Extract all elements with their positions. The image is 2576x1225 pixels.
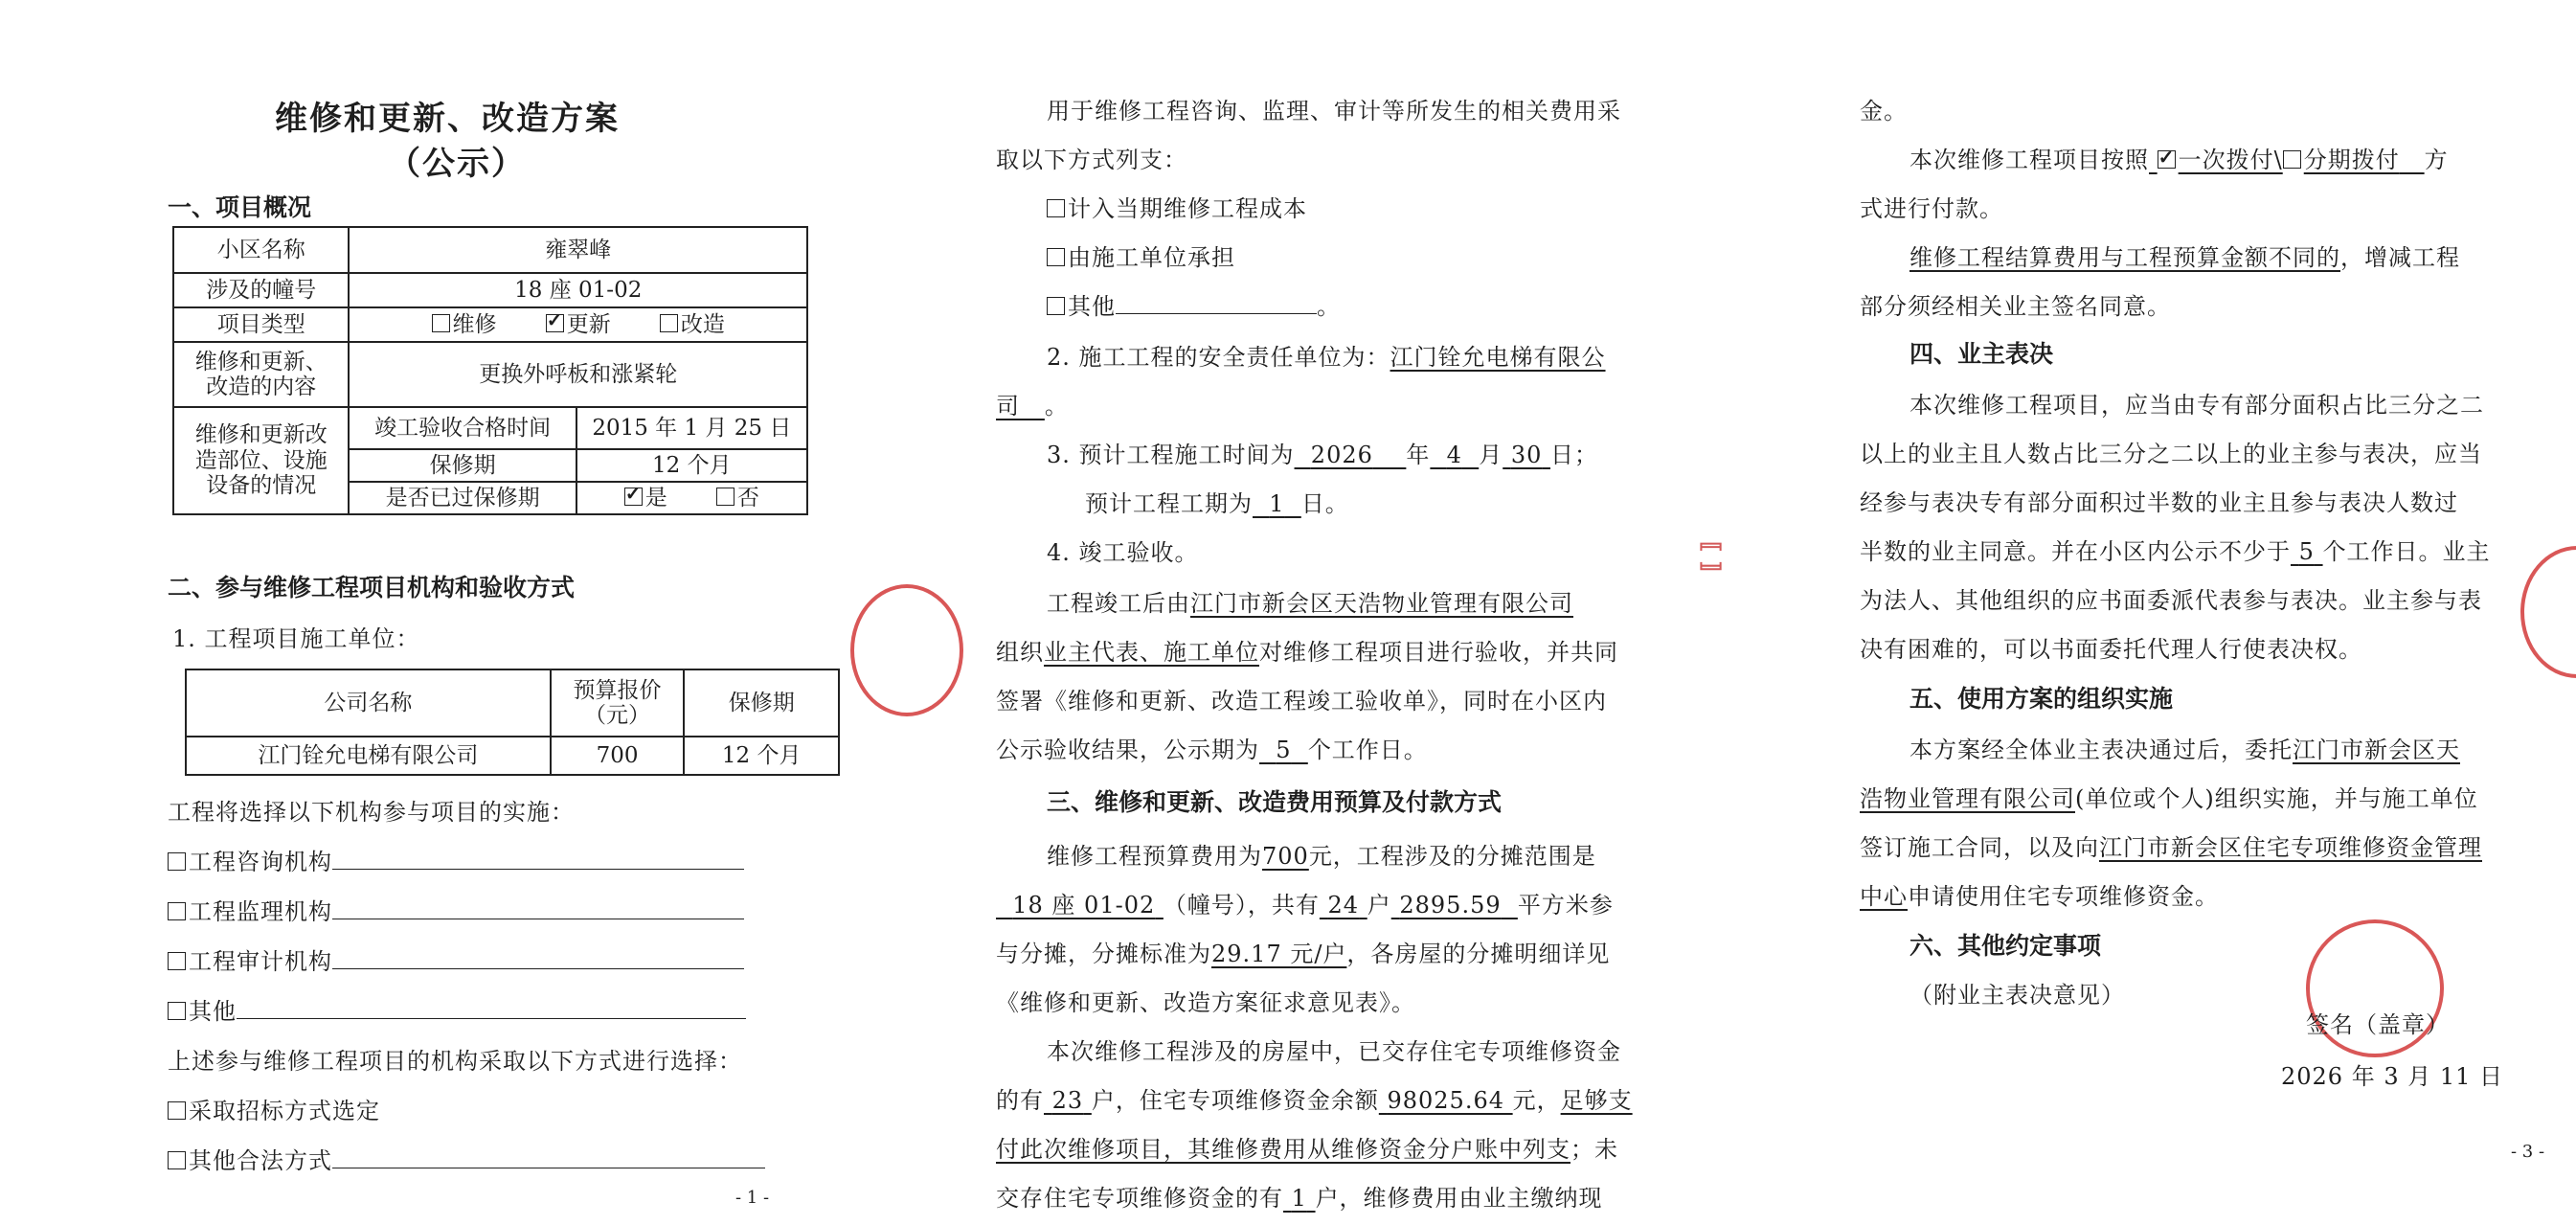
content-label — [173, 342, 349, 407]
page-2 — [867, 0, 1729, 1225]
org-line-4 — [1860, 877, 2219, 911]
org-line-4-post: 申请使用住宅专项维修资金。 — [1908, 883, 2219, 910]
contractor-header-warranty: 保修期 — [684, 669, 839, 737]
publicity-days: 5 — [1276, 737, 1292, 763]
checkbox-audit — [168, 952, 186, 970]
org-line-3-prefix: 签订施工合同，以及向 — [1860, 834, 2099, 861]
option-bid — [168, 1092, 380, 1125]
warranty-value: 12 个月 — [576, 449, 807, 482]
checkbox-cost-3 — [1047, 297, 1065, 315]
year-label: 年 — [1406, 442, 1431, 468]
section-heading-5: 五、使用方案的组织实施 — [1909, 685, 2174, 713]
page-3 — [1733, 0, 2576, 1225]
household-count: 24 — [1327, 892, 1360, 919]
checkbox-legal — [168, 1151, 186, 1169]
option-other — [168, 992, 746, 1026]
unpaid-prefix: 交存住宅专项维修资金的有 — [996, 1185, 1283, 1212]
document-title: 维修和更新、改造方案 — [275, 100, 620, 138]
property-company: 江门市新会区天浩物业管理有限公司 — [1190, 590, 1573, 617]
settlement-post: ，增减工程 — [2340, 244, 2460, 271]
signature-date: 2026 年 3 月 11 日 — [2281, 1063, 2504, 1090]
budget-header-line-1: 预算报价 — [573, 677, 662, 703]
cost-option-3 — [1047, 287, 1341, 321]
org-line-2 — [1860, 780, 2478, 813]
org-entrusted-cont: 浩物业管理有限公司 — [1860, 785, 2075, 812]
section-heading-4: 四、业主表决 — [1909, 340, 2054, 368]
budget-building: 18 座 01-02 — [1012, 892, 1156, 919]
checkbox-other — [168, 1002, 186, 1020]
safety-unit-value-cont: 司 — [996, 393, 1020, 420]
construction-month: 4 — [1446, 442, 1462, 468]
duration-line — [1085, 485, 1349, 518]
fund-unit: 元， — [1512, 1087, 1561, 1114]
org-line-2-post: (单位或个人)组织实施，并与施工单位 — [2075, 785, 2478, 812]
construction-day: 30 — [1510, 442, 1543, 468]
company-seal-partial-right — [2520, 546, 2576, 678]
type-label: 项目类型 — [173, 307, 349, 342]
option-supervise — [168, 893, 744, 926]
budget-value: 700 — [1262, 843, 1309, 870]
blank-line — [332, 897, 744, 919]
community-value: 雍翠峰 — [349, 227, 807, 273]
budget-line-1 — [1047, 837, 1596, 871]
acceptance-line-2 — [996, 633, 1618, 667]
pay-once-label: 一次拨付\ — [2178, 147, 2283, 173]
acceptance-line-1 — [1047, 584, 1573, 618]
equipment-label-line-1: 维修和更新改 — [194, 422, 328, 448]
checkbox-pay-once-checked — [2158, 150, 2176, 169]
fund-sufficient: 足够支 — [1560, 1087, 1633, 1114]
warranty-expired-label: 是否已过保修期 — [349, 482, 576, 514]
acceptance-parties: 业主代表、施工单位 — [1044, 639, 1259, 666]
project-overview-table — [172, 226, 808, 515]
unpaid-households: 1 — [1291, 1185, 1307, 1212]
contractor-header-company-text: 公司名称 — [324, 690, 413, 715]
pay-stage-label: 分期拨付 — [2303, 147, 2400, 173]
duration-end: 日。 — [1300, 490, 1349, 517]
payment-line-1 — [1909, 141, 2449, 174]
p2-line-2: 取以下方式列支： — [996, 147, 1187, 173]
fund-prefix: 的有 — [996, 1087, 1044, 1114]
contractor-header-budget — [551, 669, 685, 737]
budget-line-4: 《维修和更新、改造方案征求意见表》。 — [996, 989, 1415, 1016]
option-bid-label: 采取招标方式选定 — [189, 1098, 380, 1124]
vote-line-1: 本次维修工程项目，应当由专有部分面积占比三分之二 — [1909, 392, 2484, 419]
option-legal — [168, 1142, 765, 1175]
checkbox-supervise — [168, 902, 186, 920]
checkbox-pay-stage — [2283, 150, 2301, 169]
vote-line-4 — [1860, 533, 2491, 566]
fund-line-3-post: ；未 — [1570, 1136, 1618, 1163]
attachment-note: （附业主表决意见） — [1909, 982, 2125, 1009]
checkbox-no — [716, 488, 734, 506]
contractor-company: 江门铨允电梯有限公司 — [186, 737, 551, 775]
construction-time-prefix: 3. 预计工程施工时间为 — [1047, 442, 1295, 468]
budget-line-2 — [996, 886, 1614, 919]
contractor-budget: 700 — [551, 737, 685, 775]
checkbox-yes-checked — [624, 488, 643, 506]
type-remodel: 改造 — [680, 311, 725, 337]
checkbox-cost-2 — [1047, 248, 1065, 266]
equipment-label-line-3: 设备的情况 — [206, 473, 317, 499]
acceptance-time-label: 竣工验收合格时间 — [349, 407, 576, 449]
fund-balance: 98025.64 — [1387, 1087, 1504, 1114]
vote-line-3: 经参与表决专有部分面积过半数的业主且参与表决人数过 — [1860, 489, 2458, 516]
document-subtitle: （公示） — [388, 145, 526, 183]
org-line-1 — [1909, 731, 2460, 764]
contractor-table — [185, 669, 840, 776]
checkbox-consult — [168, 852, 186, 871]
acceptance-heading: 4. 竣工验收。 — [1047, 539, 1199, 566]
building-label: 涉及的幢号 — [173, 273, 349, 307]
signature-label: 签名（盖章） — [2306, 1011, 2450, 1038]
item-1-heading: 1. 工程项目施工单位： — [172, 625, 420, 652]
warranty-label: 保修期 — [349, 449, 576, 482]
budget-building-suffix: （幢号），共有 — [1163, 892, 1320, 919]
budget-prefix: 维修工程预算费用为 — [1047, 843, 1262, 870]
fund-line-2 — [996, 1081, 1633, 1115]
settlement-line-2: 部分须经相关业主签名同意。 — [1860, 293, 2171, 320]
acceptance-line-4 — [996, 731, 1428, 764]
settlement-line-1 — [1909, 238, 2460, 272]
vote-line-5: 为法人、其他组织的应书面委派代表参与表决。业主参与表 — [1860, 587, 2482, 614]
option-supervise-label: 工程监理机构 — [189, 898, 332, 925]
month-label: 月 — [1479, 442, 1503, 468]
content-value: 更换外呼板和涨紧轮 — [349, 342, 807, 407]
household-label: 户 — [1367, 892, 1391, 919]
fund-households: 23 — [1051, 1087, 1084, 1114]
publicity-post: 个工作日。 — [1307, 737, 1428, 763]
fund-source: 付此次维修项目，其维修费用从维修资金分户账中列支 — [996, 1136, 1570, 1163]
safety-unit-end: 。 — [1044, 393, 1069, 420]
blank-line — [237, 997, 746, 1019]
community-label: 小区名称 — [173, 227, 349, 273]
allocation-standard: 29.17 元/户 — [1211, 941, 1347, 967]
seal-fragment-mark: ⟦ ⟧ — [1698, 541, 1726, 573]
safety-unit-value: 江门铨允电梯有限公 — [1390, 344, 1606, 371]
type-update: 更新 — [566, 311, 611, 337]
blank-line — [332, 1146, 765, 1168]
duration-prefix: 预计工程工期为 — [1085, 490, 1253, 517]
safety-unit-prefix: 2. 施工工程的安全责任单位为： — [1047, 344, 1390, 371]
section-heading-6: 六、其他约定事项 — [1909, 932, 2102, 960]
expired-no: 否 — [736, 485, 759, 510]
construction-time-line — [1047, 436, 1598, 469]
section-heading-1: 一、项目概况 — [168, 193, 312, 221]
acceptance-time-value: 2015 年 1 月 25 日 — [576, 407, 807, 449]
section-heading-3: 三、维修和更新、改造费用预算及付款方式 — [1047, 788, 1503, 816]
checkbox-remodel — [660, 314, 678, 332]
acceptance-prefix: 工程竣工后由 — [1047, 590, 1190, 617]
building-value: 18 座 01-02 — [349, 273, 807, 307]
vote-line-6: 决有困难的，可以书面委托代理人行使表决权。 — [1860, 636, 2362, 663]
equipment-label-line-2: 造部位、设施 — [194, 447, 328, 473]
option-consult — [168, 843, 744, 876]
construction-year: 2026 — [1310, 442, 1373, 468]
page-1 — [0, 0, 862, 1225]
p2-line-1: 用于维修工程咨询、监理、审计等所发生的相关费用采 — [1047, 98, 1621, 125]
publicity-prefix: 公示验收结果，公示期为 — [996, 737, 1259, 763]
checkbox-repair — [432, 314, 450, 332]
contractor-warranty: 12 个月 — [684, 737, 839, 775]
vote-publicity-days: 5 — [2298, 538, 2315, 565]
method-intro: 上述参与维修工程项目的机构采取以下方式进行选择： — [168, 1048, 742, 1075]
safety-unit-line-2 — [996, 387, 1069, 420]
fund-center: 江门市新会区住宅专项维修资金管理 — [2099, 834, 2482, 861]
type-options — [349, 307, 807, 342]
fund-line-4 — [996, 1179, 1603, 1213]
safety-unit-line — [1047, 338, 1606, 372]
option-consult-label: 工程咨询机构 — [189, 849, 332, 875]
duration-value: 1 — [1269, 490, 1285, 517]
settlement-condition: 维修工程结算费用与工程预算金额不同的 — [1909, 244, 2340, 271]
cost-option-1-label: 计入当期维修工程成本 — [1068, 195, 1307, 222]
payment-prefix: 本次维修工程项目按照 — [1909, 147, 2149, 173]
blank-line — [1116, 292, 1317, 314]
vote-publicity-prefix: 半数的业主同意。并在小区内公示不少于 — [1860, 538, 2291, 565]
allocation-prefix: 与分摊，分摊标准为 — [996, 941, 1211, 967]
acceptance-organize: 组织 — [996, 639, 1044, 666]
checkbox-cost-1 — [1047, 199, 1065, 217]
budget-post: 元，工程涉及的分摊范围是 — [1308, 843, 1596, 870]
payment-line-2: 式进行付款。 — [1860, 195, 2003, 222]
checkbox-bid — [168, 1101, 186, 1120]
page-number: - 3 - — [2511, 1142, 2545, 1162]
org-prefix: 本方案经全体业主表决通过后，委托 — [1909, 737, 2293, 763]
type-repair: 维修 — [452, 311, 497, 337]
blank-line — [332, 848, 744, 870]
fund-center-cont: 中心 — [1860, 883, 1908, 910]
fund-line-3 — [996, 1130, 1618, 1164]
fund-line-1: 本次维修工程涉及的房屋中，已交存住宅专项维修资金 — [1047, 1038, 1621, 1065]
acceptance-line-2-post: 对维修工程项目进行验收，并共同 — [1259, 639, 1618, 666]
cost-option-1 — [1047, 190, 1307, 223]
org-entrusted: 江门市新会区天 — [2293, 737, 2460, 763]
fund-mid: 户，住宅专项维修资金余额 — [1091, 1087, 1379, 1114]
content-label-line-2: 改造的内容 — [206, 374, 317, 399]
cost-option-2-label: 由施工单位承担 — [1068, 244, 1235, 271]
checkbox-update-checked — [546, 314, 564, 332]
day-label: 日； — [1550, 442, 1599, 468]
content-label-line-1: 维修和更新、 — [194, 349, 328, 374]
option-legal-label: 其他合法方式 — [189, 1147, 332, 1174]
vote-line-2: 以上的业主且人数占比三分之二以上的业主参与表决，应当 — [1860, 441, 2482, 467]
blank-line — [332, 947, 744, 969]
org-line-3 — [1860, 828, 2482, 862]
cost-option-2 — [1047, 238, 1235, 272]
option-audit — [168, 942, 744, 976]
p3-line-0: 金。 — [1860, 98, 1908, 125]
select-intro: 工程将选择以下机构参与项目的实施： — [168, 799, 575, 826]
cost-option-3-end: 。 — [1317, 293, 1341, 320]
page-number: - 1 - — [735, 1188, 770, 1208]
allocation-post: ，各房屋的分摊明细详见 — [1346, 941, 1611, 967]
expired-yes: 是 — [644, 485, 667, 510]
warranty-expired-options — [576, 482, 807, 514]
section-heading-2: 二、参与维修工程项目机构和验收方式 — [168, 574, 576, 601]
option-audit-label: 工程审计机构 — [189, 948, 332, 975]
equipment-label — [173, 407, 349, 514]
option-other-label: 其他 — [189, 998, 237, 1025]
unpaid-post: 户，维修费用由业主缴纳现 — [1315, 1185, 1603, 1212]
area-value: 2895.59 — [1399, 892, 1502, 919]
area-post: 平方米参 — [1517, 892, 1614, 919]
contractor-header-company — [186, 669, 551, 737]
budget-line-3 — [996, 935, 1610, 968]
budget-header-line-2: （元） — [584, 703, 651, 728]
payment-post: 方 — [2424, 147, 2449, 173]
acceptance-line-3: 签署《维修和更新、改造工程竣工验收单》，同时在小区内 — [996, 688, 1607, 715]
vote-publicity-post: 个工作日。业主 — [2322, 538, 2491, 565]
cost-option-3-label: 其他 — [1068, 293, 1116, 320]
